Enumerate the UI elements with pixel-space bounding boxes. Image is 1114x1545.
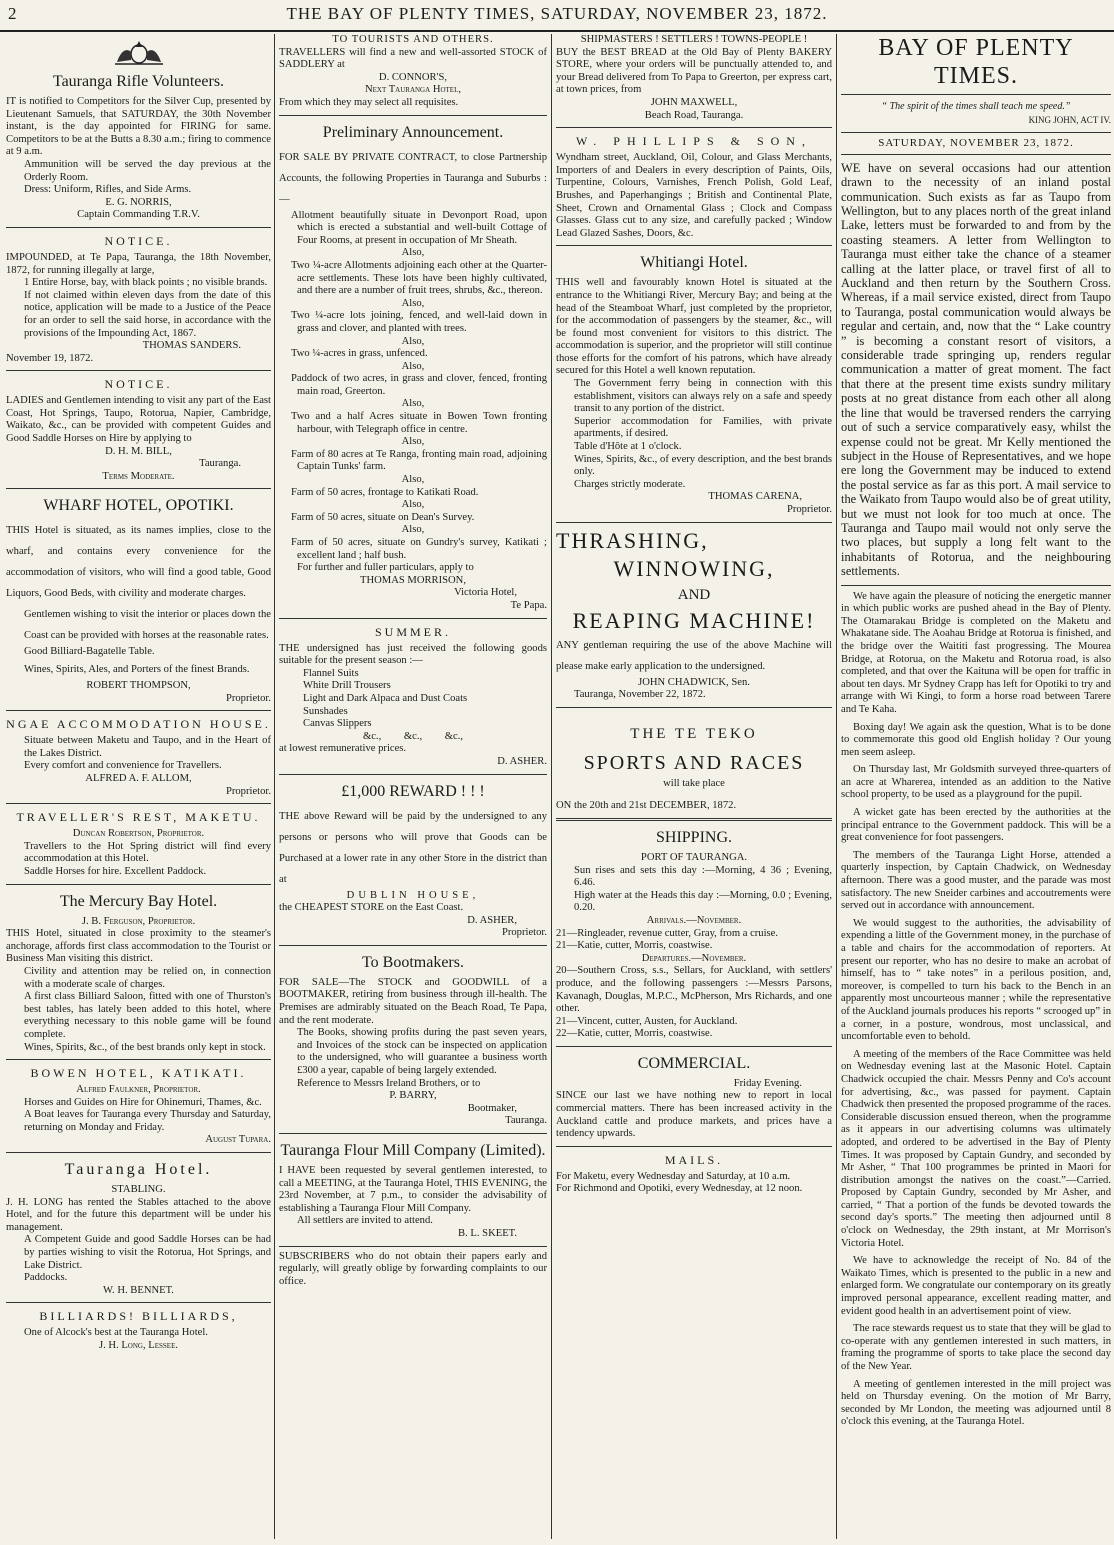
mercury-body-3: A first class Billiard Saloon, fitted with one of Thurston's best tables, has lately been added to this hotel, where everything necessary to this noble game will be found complete.: [24, 991, 271, 1040]
guides-signature-place: Tauranga.: [199, 458, 241, 470]
mails-maketu: For Maketu, every Wednesday and Saturday, at 10 a.m.: [556, 1170, 791, 1182]
ngae-ad: [6, 710, 271, 801]
commercial-body: SINCE our last we have nothing new to report in local commercial matters. There has been increased activity in the Auckland cattle and produce markets, and prices have a tendency upwards.: [556, 1090, 832, 1140]
impound-signature: THOMAS SANDERS.: [142, 340, 241, 352]
tourists-location: Next Tauranga Hotel,: [364, 84, 461, 96]
bowen-hotel-ad: [6, 1059, 271, 1150]
departures-list: [556, 965, 832, 1041]
rifle-signature-role: Captain Commanding T.R.V.: [77, 209, 200, 221]
column-2: [279, 34, 547, 1539]
rifle-title: Tauranga Rifle Volunteers.: [52, 73, 225, 90]
property-also: Also,: [401, 398, 425, 410]
impound-item: 1 Entire Horse, bay, with black points ; no visible brands.: [24, 277, 268, 289]
property-also: Also,: [401, 247, 425, 259]
property-item: Two ¼-acres in grass, unfenced.: [291, 348, 428, 360]
mercury-body: THIS Hotel, situated in close proximity to the steamer's anchorage, affords first class accommodation to the Tourist or Business Man visiting this district.: [6, 928, 271, 965]
tourists-name: D. CONNOR'S,: [378, 71, 448, 83]
arrivals-title: Arrivals.—November.: [646, 914, 742, 926]
prelim-body: FOR SALE BY PRIVATE CONTRACT, to close Partnership Accounts, the following Properties in Tauranga and Suburbs :—: [279, 151, 547, 205]
bowen-body: Horses and Guides on Hire for Ohinemuri, Thames, &c.: [24, 1096, 262, 1108]
bootmakers-ad: [279, 945, 547, 1131]
column-3: [556, 34, 832, 1539]
editorial-date: SATURDAY, NOVEMBER 23, 1872.: [841, 132, 1111, 155]
tourists-title: TO TOURISTS AND OTHERS.: [332, 34, 494, 45]
tauranga-hotel-body-2: A Competent Guide and good Saddle Horses can be had by parties wishing to visit the Rotorua, Hot Springs, and Lake District.: [24, 1234, 271, 1271]
ngae-body: Situate between Maketu and Taupo, and in the Heart of the Lakes District.: [24, 735, 271, 759]
summer-signature: D. ASHER.: [497, 755, 547, 767]
subscribers-body: SUBSCRIBERS who do not obtain their papers early and regularly, will greatly oblige by forwarding complaints to our office.: [279, 1250, 547, 1287]
prelim-signature: THOMAS MORRISON,: [360, 574, 466, 586]
maxwell-body: BUY the BEST BREAD at the Old Bay of Plenty BAKERY STORE, where your orders will be punctually attended to, and your Bread delivered from To Papa to Greerton, per express cart, at town prices, from: [556, 46, 832, 96]
mercury-bay-hotel-ad: [6, 884, 271, 1058]
flour-body-2: All settlers are invited to attend.: [297, 1215, 433, 1227]
column-rule: [274, 34, 275, 1539]
subscribers-notice: [279, 1246, 547, 1292]
tauranga-hotel-body: J. H. LONG has rented the Stables attached to the above Hotel, and for the future this department will be under his management.: [6, 1196, 271, 1233]
property-item: Allotment beautifully situate in Devonport Road, upon which is erected a substantial and well-built Cottage of Four Rooms, at present in occupation of Mr Sheath.: [291, 209, 547, 246]
teteko-line-2: SPORTS AND RACES: [583, 751, 805, 774]
rifle-body: IT is notified to Competitors for the Silver Cup, presented by Lieutenant Samuels, that SATURDAY, the 30th November instant, is the day appointed for FIRING for same. Competitors to be at the Butts a 8.30 a.m.; firing to commence at 9 a.m.: [6, 96, 271, 158]
tourists-ad: [279, 34, 547, 113]
tourists-body-2: From which they may select all requisites.: [279, 96, 459, 108]
bowen-subtitle: Alfred Faulkner, Proprietor.: [76, 1084, 201, 1096]
reward-body-2: the CHEAPEST STORE on the East Coast.: [279, 902, 464, 914]
departure-entry: 21—Vincent, cutter, Austen, for Auckland.: [556, 1015, 738, 1027]
local-news-item: A wicket gate has been erected by the authorities at the principal entrance to the Government paddock. This will be a great convenience for foot passengers.: [841, 807, 1111, 844]
mercury-title: The Mercury Bay Hotel.: [59, 892, 218, 910]
mercury-subtitle: J. B. Ferguson, Proprietor.: [81, 915, 196, 927]
thrashing-line-1: THRASHING,: [556, 527, 709, 553]
maxwell-signature: JOHN MAXWELL,: [650, 96, 738, 108]
summer-goods-item: Flannel Suits: [303, 667, 359, 679]
phillips-title: W. PHILLIPS & SON,: [576, 134, 812, 149]
summer-goods-item: Light and Dark Alpaca and Dust Coats: [303, 692, 468, 704]
boot-signature: P. BARRY,: [389, 1090, 437, 1102]
mails-section: [556, 1146, 832, 1199]
tourists-body: TRAVELLERS will find a new and well-assorted STOCK of SADDLERY at: [279, 46, 547, 71]
departure-entry: 22—Katie, cutter, Morris, coastwise.: [556, 1028, 713, 1040]
guides-terms: Terms Moderate.: [102, 470, 175, 482]
flour-mill-ad: [279, 1133, 547, 1244]
property-item: Farm of 50 acres, situate on Dean's Survey.: [291, 511, 475, 523]
impound-date: November 19, 1872.: [6, 352, 94, 364]
wharf-title: WHARF HOTEL, OPOTIKI.: [43, 497, 234, 515]
page-number: 2: [8, 4, 17, 23]
departure-entry: 20—Southern Cross, s.s., Sellars, for Auckland, with settlers' produce, and the following passengers :—Messrs Parsons, Kavanagh, Douglas, M.P.C., McPherson, Mrs Richards, and one other.: [556, 965, 832, 1015]
te-teko-races-ad: [556, 707, 832, 816]
whitiangi-signature: THOMAS CARENA,: [708, 491, 802, 503]
property-item: Farm of 50 acres, situate on Gundry's survey, Katikati ; excellent land ; half bush.: [291, 537, 547, 561]
whitiangi-body-3: Superior accommodation for Families, with private apartments, if desired.: [574, 415, 832, 440]
local-news-item: We have again the pleasure of noticing the energetic manner in which public works are pushed ahead in the Bay of Plenty. The Otamarakau Bridge is completed on the Maketu and Whakatane side. The Aoahau Bridge at Rotorua is finished, and the bridge over the Waititi fast progressing. The Mourea Bridge, at Rotorua, on the Maketu and Rotorua road, is also completed, and that over the Kaituna will be open for traffic in about ten days. Mr Sydney Crapp has left for Opotiki to try and arrange with Wi Kingi, to form a horse road between Tarere and Te Kaha.: [841, 590, 1111, 715]
guides-body: LADIES and Gentlemen intending to visit any part of the East Coast, Hot Springs, Taupo, Rotorua, Napier, Cambridge, Waikato, &c., can be provided with competent Guides and Good Saddle Horses on Hire by applying to: [6, 395, 271, 445]
summer-ad: [279, 618, 547, 772]
property-also: Also,: [401, 474, 425, 486]
commercial-section: [556, 1046, 832, 1144]
travellers-body: Travellers to the Hot Spring district will find every accommodation at this Hotel.: [24, 840, 271, 865]
rifle-volunteers-notice: [6, 38, 271, 225]
newspaper-title: BAY OF PLENTY TIMES.: [841, 34, 1111, 95]
local-news-item: Boxing day! We again ask the question, What is to be done to commemorate this good old English holiday ? Our young men seem asleep.: [841, 721, 1111, 758]
tauranga-hotel-subtitle: STABLING.: [111, 1184, 166, 1196]
boot-body-3: Reference to Messrs Ireland Brothers, or to: [297, 1077, 481, 1089]
prelim-title: Preliminary Announcement.: [322, 123, 504, 141]
whitiangi-hotel-ad: [556, 245, 832, 519]
travellers-title: TRAVELLER'S REST, MAKETU.: [16, 810, 261, 825]
shipping-title: SHIPPING.: [655, 828, 732, 846]
mercury-body-4: Wines, Spirits, &c., of the best brands only kept in stock.: [24, 1041, 266, 1053]
wharf-body-4: Wines, Spirits, Ales, and Porters of the finest Brands.: [24, 664, 250, 676]
travellers-subtitle: Duncan Robertson, Proprietor.: [72, 828, 205, 840]
boot-signature-town: Tauranga.: [505, 1115, 547, 1127]
billiards-signature: J. H. Long, Lessee.: [98, 1340, 179, 1351]
flour-body: I HAVE been requested by several gentlemen interested, to call a MEETING, at the Tauranga Hotel, THIS EVENING, the 23rd November, at 7 p.m., to consider the advisability of establishing a Tauranga Flour Mill Company.: [279, 1165, 547, 1214]
summer-body-2: at lowest remunerative prices.: [279, 743, 407, 755]
phillips-ad: [556, 127, 832, 243]
mails-opotiki: For Richmond and Opotiki, every Wednesday, at 12 noon.: [556, 1183, 803, 1195]
whitiangi-body-6: Charges strictly moderate.: [574, 478, 686, 490]
summer-goods-item: Canvas Slippers: [303, 718, 372, 730]
prelim-property-list: [279, 210, 547, 563]
preliminary-announcement: [279, 115, 547, 616]
maxwell-signature-place: Beach Road, Tauranga.: [644, 109, 744, 121]
property-also: Also,: [401, 297, 425, 309]
arrival-entry: 21—Ringleader, revenue cutter, Gray, from a cruise.: [556, 927, 779, 939]
column-rule: [551, 34, 552, 1539]
thrashing-date: Tauranga, November 22, 1872.: [574, 689, 706, 701]
wharf-signature-role: Proprietor.: [225, 692, 271, 704]
arrival-entry: 21—Katie, cutter, Morris, coastwise.: [556, 940, 713, 952]
tauranga-hotel-signature: W. H. BENNET.: [103, 1284, 174, 1296]
guides-title: NOTICE.: [104, 377, 173, 392]
property-item: Two ¼-acre Allotments adjoining each other at the Quarter-acre settlements. These lots have been highly cultivated, and there are a number of fruit trees, shrubs, &c., thereon.: [291, 259, 547, 297]
whitiangi-body: THIS well and favourably known Hotel is situated at the entrance to the Whitiangi River, Mercury Bay; and being at the head of the Steamboat Wharf, just completed by the proprietor, for the accommodation of passengers by the steamer, &c., will be found most convenient for visitors to this district. The accommodation is superior, and the proprietor will still continue those efforts for the comfort of his patrons, which have already secured for this Hotel a well known reputation.: [556, 277, 832, 377]
summer-goods-item: Sunshades: [303, 705, 348, 717]
property-also: Also,: [401, 335, 425, 347]
newspaper-motto: “ The spirit of the times shall teach me speed.”: [881, 101, 1071, 112]
newspaper-motto-source: KING JOHN, ACT IV.: [1028, 114, 1111, 125]
whitiangi-body-2: The Government ferry being in connection with this establishment, visitors can always rely on a safe and speedy transit to any portion of the district.: [574, 378, 832, 415]
local-news-item: The members of the Tauranga Light Horse, attended a quarterly inspection, by Captain Chadwick, on Wednesday afternoon. There was a good muster, and the parade was most satisfactory. The new Sneider carbines and accoutrements were served out in accordance with announcement.: [841, 849, 1111, 912]
shipping-port: PORT OF TAURANGA.: [640, 851, 748, 863]
impound-notice: [6, 227, 271, 368]
boot-body-2: The Books, showing profits during the past seven years, and Invoices of the stock can be inspected on application to the undersigned, who will guarantee a business worth £300 a year, capable of being largely extended.: [297, 1027, 547, 1077]
flour-signature: B. L. SKEET.: [458, 1227, 517, 1239]
whitiangi-body-5: Wines, Spirits, &c., of every description, and the best brands only.: [574, 453, 832, 478]
local-news-item: We have to acknowledge the receipt of No. 84 of the Waikato Times, which is presented to the public in a new and enlarged form. We congratulate our contemporary on its greatly improved personal appearance, excellent reading matter, and evident good health in an advertisement point of view.: [841, 1255, 1111, 1317]
tauranga-hotel-body-3: Paddocks.: [24, 1272, 68, 1284]
reward-ad: [279, 774, 547, 943]
property-also: Also,: [401, 524, 425, 536]
summer-body: THE undersigned has just received the following goods suitable for the present season :—: [279, 642, 547, 667]
editorial-body: WE have on several occasions had our attention drawn to the necessity of an inland postal communication. Such exists as far as Taupo from Wellington, but to any places north of the great inland Lake, letters must be forwarded to and from by the coasting steamers. A letter from Wellington to Tauranga must either take the chance of a steamer calling at the latter place, or travel first of all to Auckland and then return by the Southern Cross. Whereas, if a mail service existed, direct from Taupo to Tauranga, postal communication would always be regular and certain, and, now that the “ Lake country ” is becoming a constant resort of visitors, a considerable trade springing up, renders regular communication a matter of great moment. The fact that there at the present time exists sundry military posts at no great distance from each other all along the line that would be traversed renders the carrying out of such a service comparatively easy, whilst the expense could not be great. Mr Kelly mentioned the subject in the House of Representatives, and we hope ere long the Government may be induced to extend the postal service as far as this port. A mail service to the Waikato from Taupo would also be of great utility, but we must not look for too much at once. The Tauranga and Taupo mail would not only serve the two places, but supply a long felt want to the inhabitants of Rotorua, and the neighbouring settlements.: [841, 160, 1111, 579]
phillips-body: Wyndham street, Auckland, Oil, Colour, and Glass Merchants, Importers of and Dealers in every description of Paints, Oils, Turpentine, Colours, Varnishes, French Polish, Gold Leaf, Brushes, and Paperhangings ; British and Continental Plate, Sheet, Crown and Ornamental Glass ; Clock and Compass Glasses. Glass cut to any size, and carefully packed ; Window Lead Glazed Sashes, Doors, &c.: [556, 152, 832, 239]
wharf-body: THIS Hotel is situated, as its names implies, close to the wharf, and contains every convenience for the accommodation of visitors, who will find a good table, Good Liquors, Good Beds, with civility and moderate charges.: [6, 525, 271, 600]
maxwell-bakery-ad: [556, 34, 832, 125]
property-also: Also,: [401, 499, 425, 511]
bowen-body-2: A Boat leaves for Tauranga every Thursday and Saturday, returning on Monday and Friday.: [24, 1109, 271, 1133]
shipping-section: [556, 818, 832, 1044]
page-masthead: [0, 0, 1114, 32]
property-item: Two and a half Acres situate in Bowen Town fronting harbour, with Telegraph office in centre.: [291, 411, 547, 435]
teteko-line-1: THE TE TEKO: [630, 725, 758, 742]
shipping-water: High water at the Heads this day :—Morning, 0.0 ; Evening, 0.20.: [574, 889, 832, 914]
local-news-item: A meeting of gentlemen interested in the mill project was held on Thursday evening. On the motion of Mr Barry, seconded by Mr London, the meeting was adjourned until 8 o'clock this evening, at the Tauranga Hotel.: [841, 1378, 1111, 1428]
impound-body: IMPOUNDED, at Te Papa, Tauranga, the 18th November, 1872, for running illegally at large,: [6, 251, 271, 276]
impound-body-2: If not claimed within eleven days from the date of this notice, application will be made to a Justice of the Peace for an order to sell the said horse, in accordance with the provisions of the Impounding Act, 1867.: [24, 289, 271, 339]
boot-body: FOR SALE—The STOCK and GOODWILL of a BOOTMAKER, retiring from business through ill-health. The Premises are admirably situated on the Beach Road, Te Papa, and the rent moderate.: [279, 976, 547, 1026]
rifle-dress: Dress: Uniform, Rifles, and Side Arms.: [24, 184, 192, 196]
reward-signature-role: Proprietor.: [501, 927, 547, 939]
local-news-item: A meeting of the members of the Race Committee was held on Wednesday evening last at the Masonic Hotel. Captain Chadwick occupied the chair. Messrs Penny and Co's account for advertising, &c., was passed for payment. Captain Chadwick then presented the proposed programme of the races. Considerable discussion ensued thereon, when the programme as it appears in our advertising columns was ultimately adopted, and ordered to be advertised in the Bay of Plenty Times. It was proposed by Captain Gundry, and seconded by Mr Asher, “ That 100 programmes be printed in Maori for distribution amongst the natives on the coast.”—Carried. Proposed by Captain Gundry, seconded by Mr Asher, and carried, “ That a portion of the funds be devoted towards the second day's sports.” The meeting then adjourned until 8 o'clock on Wednesday, the 29th instant, at Mr Morrison's Victoria Hotel.: [841, 1048, 1111, 1249]
thrashing-line-4: REAPING MACHINE!: [572, 607, 816, 633]
wharf-hotel-ad: [6, 488, 271, 708]
summer-etc: &c., &c., &c.,: [362, 730, 463, 742]
arrivals-list: [556, 928, 832, 953]
thrashing-line-2: WINNOWING,: [613, 555, 775, 581]
prelim-signature-town: Te Papa.: [510, 599, 547, 611]
whitiangi-title: Whitiangi Hotel.: [640, 254, 748, 272]
summer-goods-list: [279, 668, 547, 731]
ngae-body-2: Every comfort and convenience for Travellers.: [24, 760, 222, 772]
property-item: Farm of 80 acres at Te Ranga, fronting main road, adjoining Captain Tunks' farm.: [291, 448, 547, 473]
commercial-when: Friday Evening.: [733, 1077, 802, 1089]
boot-title: To Bootmakers.: [362, 953, 464, 971]
bowen-signature: August Tupara.: [205, 1134, 271, 1146]
shipping-sun: Sun rises and sets this day :—Morning, 4 36 ; Evening, 6.46.: [574, 864, 832, 889]
local-news-list: [841, 585, 1111, 1429]
guides-signature: D. H. M. BILL,: [105, 445, 172, 457]
ngae-signature-role: Proprietor.: [225, 785, 271, 797]
tauranga-hotel-ad: [6, 1152, 271, 1300]
departures-title: Departures.—November.: [641, 952, 747, 964]
royal-crest-icon: [111, 38, 167, 66]
summer-goods-item: White Drill Trousers: [303, 680, 391, 692]
mercury-body-2: Civility and attention may be relied on, in connection with a moderate scale of charges.: [24, 965, 271, 990]
billiards-body: One of Alcock's best at the Tauranga Hotel.: [24, 1327, 208, 1339]
impound-title: NOTICE.: [104, 233, 173, 248]
column-4: [841, 34, 1111, 1539]
travellers-rest-ad: [6, 803, 271, 881]
thrashing-line-3: AND: [677, 586, 711, 603]
reward-signature: D. ASHER,: [467, 914, 517, 926]
rifle-signature: E. G. NORRIS,: [105, 196, 172, 208]
boot-signature-role: Bootmaker,: [467, 1102, 517, 1114]
commercial-title: COMMERCIAL.: [637, 1054, 751, 1072]
flour-title: Tauranga Flour Mill Company (Limited).: [280, 1142, 546, 1159]
property-also: Also,: [401, 360, 425, 372]
local-news-item: On Thursday last, Mr Goldsmith surveyed three-quarters of an acre at Wharerea, intended as an addition to the Native school property, to be used as a playground for the pupil.: [841, 764, 1111, 801]
guides-notice: [6, 370, 271, 486]
property-item: Farm of 50 acres, frontage to Katikati Road.: [291, 486, 479, 498]
summer-title: SUMMER.: [374, 624, 451, 639]
local-news-item: We would suggest to the authorities, the advisability of expending a little of the Government money, in the purchase of a table and chairs for the accommodation of reporters. At present our reporter, who has no desire to make an acrobat of himself, has to “ take notes” in a perilous position, and, moreover, is compelled to turn his back to the Bench in an apparently most uncourteous manner ; while the representative of the Auckland journals produces his reports “ scrooged up” in a corner, in a posture, wondrous, most unclassical, and uncomfortable even to behold.: [841, 917, 1111, 1043]
tauranga-hotel-title: Tauranga Hotel.: [64, 1161, 213, 1179]
property-item: Paddock of two acres, in grass and clover, fenced, fronting main road, Greerton.: [291, 373, 547, 397]
property-item: Two ¼-acre lots joining, fenced, and well-laid down in grass and clover, and planted with trees.: [291, 310, 547, 334]
wharf-body-3: Good Billiard-Bagatelle Table.: [24, 646, 155, 658]
billiards-title: BILLIARDS! BILLIARDS,: [39, 1309, 238, 1324]
reward-house: DUBLIN HOUSE,: [346, 889, 480, 901]
whitiangi-body-4: Table d'Hôte at 1 o'clock.: [574, 441, 682, 453]
running-title: THE BAY OF PLENTY TIMES, SATURDAY, NOVEMBER 23, 1872.: [286, 4, 828, 23]
thrashing-machine-ad: [556, 522, 832, 705]
billiards-ad: [6, 1302, 271, 1355]
travellers-body-2: Saddle Horses for hire. Excellent Paddock.: [24, 865, 207, 877]
reward-body: THE above Reward will be paid by the undersigned to any persons or persons who will prove that Goods can be Purchased at a lower rate in any other Store in the district than at: [279, 810, 547, 885]
whitiangi-signature-role: Proprietor.: [786, 504, 832, 515]
property-also: Also,: [401, 436, 425, 448]
column-1: [6, 34, 271, 1539]
prelim-signature-place: Victoria Hotel,: [454, 587, 517, 599]
ngae-title: NGAE ACCOMMODATION HOUSE.: [6, 717, 271, 732]
rifle-body-2: Ammunition will be served the day previous at the Orderly Room.: [24, 158, 271, 183]
wharf-body-2: Gentlemen wishing to visit the interior or places down the Coast can be provided with horses at the reasonable rates.: [24, 609, 271, 642]
local-news-item: The race stewards request us to state that they will be glad to co-operate with any gentlemen interested in such matters, in framing the programme of sports to take place the second day of the New Year.: [841, 1323, 1111, 1372]
maxwell-title: SHIPMASTERS ! SETTLERS ! TOWNS-PEOPLE !: [580, 34, 808, 45]
mails-title: MAILS.: [664, 1152, 724, 1167]
teteko-line-3: will take place: [663, 777, 725, 789]
column-rule: [836, 34, 837, 1539]
reward-title: £1,000 REWARD ! ! !: [341, 782, 485, 800]
prelim-footer: For further and fuller particulars, apply to: [297, 562, 474, 574]
thrashing-body: ANY gentleman requiring the use of the above Machine will please make early application to the undersigned.: [556, 639, 832, 672]
bowen-title: BOWEN HOTEL, KATIKATI.: [30, 1066, 247, 1081]
thrashing-signature: JOHN CHADWICK, Sen.: [638, 676, 750, 688]
teteko-body: ON the 20th and 21st DECEMBER, 1872.: [556, 800, 737, 812]
ngae-signature: ALFRED A. F. ALLOM,: [85, 773, 192, 784]
wharf-signature: ROBERT THOMPSON,: [86, 680, 191, 692]
